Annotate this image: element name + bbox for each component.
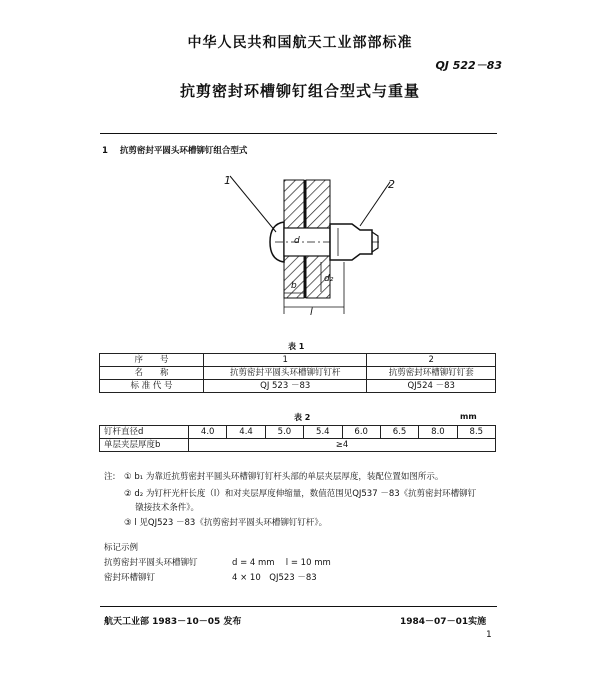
example-heading: 标记示例 [104, 543, 139, 553]
section-text: 抗剪密封平圆头环槽铆钉组合型式 [119, 146, 248, 156]
standard-code: QJ 522－83 [435, 59, 502, 72]
note-item: ③ l 见QJ523 －83《抗剪密封平圆头环槽铆钉钉杆》。 [124, 518, 328, 528]
label-b: b [291, 281, 297, 291]
example-label: 抗剪密封平圆头环槽铆钉 [104, 558, 198, 568]
table-cell: 抗剪密封平圆头环槽铆钉钉杆 [204, 367, 367, 380]
org-header: 中华人民共和国航天工业部部标准 [187, 35, 413, 51]
issued-date: 航天工业部 1983－10－05 发布 [104, 617, 242, 627]
note-item: ② d₂ 为钉杆光杆长度（l）和对夹层厚度伸缩量，数值范围见QJ537 －83《抗剪密封环槽铆钉 [124, 489, 477, 499]
example-label: 密封环槽铆钉 [104, 573, 156, 583]
thickness-cell: ≥4 [189, 439, 496, 452]
table-cell: 抗剪密封环槽铆钉钉套 [367, 367, 496, 380]
table-cell: 2 [367, 354, 496, 367]
table-cell: QJ 523 －83 [204, 380, 367, 393]
table-cell: QJ524 －83 [367, 380, 496, 393]
notes-prefix: 注: [104, 472, 116, 482]
diameter-cell: 6.5 [380, 426, 418, 439]
label-l: l [310, 307, 313, 318]
note-item: ① b₁ 为靠近抗剪密封平圆头环槽铆钉钉杆头部的单层夹层厚度，装配位置如图所示。 [124, 472, 444, 482]
collar [330, 224, 372, 260]
example-value: d = 4 mm l = 10 mm [232, 558, 331, 568]
row-label: 标 准 代 号 [100, 380, 204, 393]
diameter-cell: 4.0 [189, 426, 227, 439]
leader-1 [230, 176, 276, 232]
leader-2 [360, 182, 390, 226]
callout-2: 2 [388, 178, 395, 191]
diameter-cell: 5.4 [304, 426, 342, 439]
label-d2: d₂ [324, 274, 334, 284]
diameter-cell: 8.0 [419, 426, 457, 439]
table1-caption: 表 1 [288, 342, 305, 351]
section-number: 1 [102, 146, 108, 156]
diameter-cell: 8.5 [457, 426, 495, 439]
table-row [100, 439, 496, 452]
row-label: 序 号 [100, 354, 204, 367]
label-d: d [294, 236, 300, 246]
table2-unit: mm [460, 412, 477, 421]
row-label: 名 称 [100, 367, 204, 380]
table-2 [99, 425, 496, 452]
diameter-cell: 4.4 [227, 426, 265, 439]
diameter-cell: 5.0 [265, 426, 303, 439]
table-row [100, 367, 496, 380]
table-row [100, 426, 496, 439]
document-title: 抗剪密封环槽铆钉组合型式与重量 [179, 82, 420, 100]
table-row [100, 380, 496, 393]
row-label: 钉杆直径d [100, 426, 189, 439]
diameter-cell: 6.0 [342, 426, 380, 439]
example-value: 4 × 10 QJ523 －83 [232, 573, 317, 583]
page-number: 1 [486, 630, 492, 640]
table-row [100, 354, 496, 367]
callout-1: 1 [224, 174, 231, 187]
note-item: 镦接技术条件》。 [124, 503, 199, 513]
footer-rule [100, 606, 497, 607]
table-cell: 1 [204, 354, 367, 367]
row-label: 单层夹层厚度b [100, 439, 189, 452]
table-1 [99, 353, 496, 393]
table2-caption: 表 2 [294, 413, 311, 422]
effective-date: 1984－07－01实施 [400, 617, 487, 627]
